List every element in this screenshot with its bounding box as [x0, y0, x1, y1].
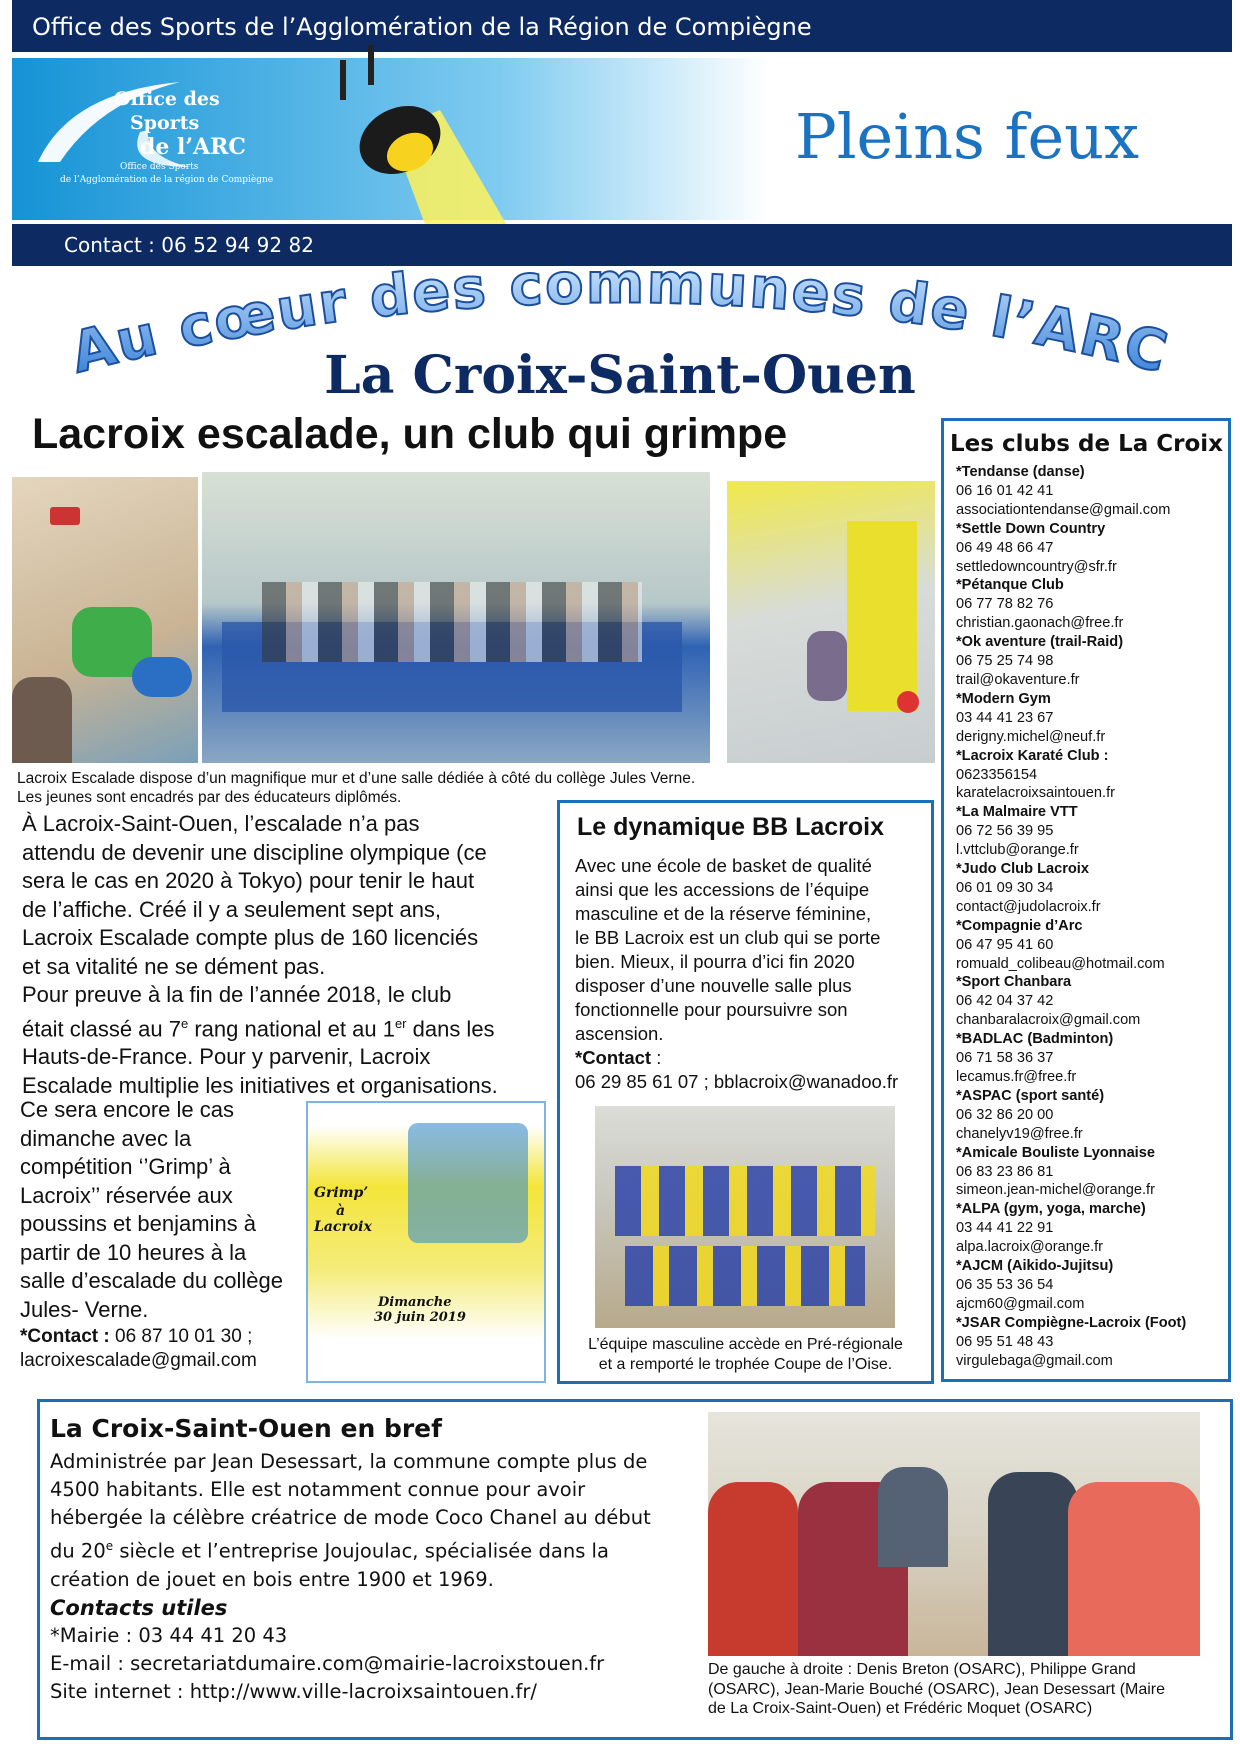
- club-phone: 06 72 56 39 95: [956, 823, 1054, 840]
- club-name: *JSAR Compiègne-Lacroix (Foot): [956, 1314, 1187, 1331]
- para2-sup: e: [180, 1015, 189, 1031]
- org-name: Office des Sports de l’Agglomération de la Région de Compiègne: [32, 13, 812, 41]
- club-name: *Tendanse (danse): [956, 464, 1085, 480]
- logo-sub2: de l’Agglomération de la région de Compiègne: [60, 175, 274, 185]
- poster-date-2: 30 juin 2019: [374, 1310, 466, 1325]
- bb-contact-line: 06 29 85 61 07 ; bblacroix@wanadoo.fr: [575, 1071, 899, 1092]
- bref-sup: e: [105, 1539, 114, 1553]
- bref-text-part: siècle et l’entreprise Joujoulac, spécialisée dans la: [113, 1539, 609, 1563]
- club-email: christian.gaonach@free.fr: [956, 615, 1124, 632]
- escalade-contact: [20, 1325, 257, 1373]
- bb-text-line: le BB Lacroix est un club qui se porte: [575, 927, 881, 948]
- club-email: derigny.michel@neuf.fr: [956, 728, 1106, 745]
- club-email: chanbaralacroix@gmail.com: [956, 1012, 1141, 1029]
- para1-line: attendu de devenir une discipline olympique (ce: [22, 839, 487, 865]
- club-email: virgulebaga@gmail.com: [956, 1352, 1113, 1369]
- para3-line: partir de 10 heures à la: [20, 1239, 247, 1265]
- escalade-caption-2: Les jeunes sont encadrés par des éducateurs diplômés.: [17, 789, 402, 806]
- para3-line: Ce sera encore le cas: [20, 1097, 234, 1122]
- bref-line: Administrée par Jean Desessart, la commune compte plus de: [50, 1450, 648, 1473]
- club-email: settledowncountry@sfr.fr: [956, 558, 1117, 575]
- para2-text: dans les: [406, 1015, 495, 1041]
- para2-line: Pour preuve à la fin de l’année 2018, le club: [22, 982, 452, 1007]
- club-phone: 06 47 95 41 60: [956, 936, 1054, 953]
- club-phone: 06 83 23 86 81: [956, 1163, 1054, 1180]
- escalade-para1: [22, 810, 498, 1100]
- bb-contact-colon: :: [651, 1047, 662, 1068]
- series-title: Pleins feux: [795, 100, 1140, 173]
- top-bar: [12, 0, 1232, 52]
- club-phone: 06 16 01 42 41: [956, 482, 1054, 499]
- commune-title: La Croix-Saint-Ouen: [324, 345, 916, 406]
- mairie-site: Site internet : http://www.ville-lacroixsaintouen.fr/: [50, 1679, 537, 1703]
- bb-text-line: ainsi que les accessions de l’équipe: [575, 879, 870, 900]
- logo-line3: de l’ARC: [140, 134, 246, 160]
- contacts-title: Contacts utiles: [50, 1595, 228, 1620]
- club-phone: 06 95 51 48 43: [956, 1333, 1054, 1350]
- club-name: *BADLAC (Badminton): [956, 1031, 1114, 1048]
- bb-caption-line: et a remporté le trophée Coupe de l’Oise.: [598, 1356, 893, 1373]
- club-name: *Amicale Bouliste Lyonnaise: [956, 1144, 1155, 1161]
- para3-line: dimanche avec la: [20, 1125, 192, 1151]
- para2-text: rang national et au 1: [188, 1015, 395, 1041]
- escalade-contact-phone: 06 87 10 01 30 ;: [109, 1326, 253, 1347]
- club-phone: 03 44 41 22 91: [956, 1220, 1054, 1237]
- escalade-contact-label: *Contact :: [20, 1326, 110, 1347]
- club-email: simeon.jean-michel@orange.fr: [956, 1182, 1155, 1199]
- club-name: *Modern Gym: [956, 690, 1051, 707]
- club-phone: 06 35 53 36 54: [956, 1276, 1054, 1293]
- para1-line: Lacroix Escalade compte plus de 160 licenciés: [22, 925, 479, 950]
- para3-line: salle d’escalade du collège: [20, 1268, 283, 1293]
- club-phone: 06 01 09 30 34: [956, 879, 1054, 896]
- club-name: *Compagnie d’Arc: [956, 917, 1083, 934]
- bb-text-line: bien. Mieux, il pourra d’ici fin 2020: [575, 951, 855, 972]
- para2-line: [22, 1010, 498, 1044]
- escalade-caption-1: Lacroix Escalade dispose d’un magnifique mur et d’une salle dédiée à côté du collège Jules Verne.: [17, 770, 696, 787]
- para2-line: Hauts-de-France. Pour y parvenir, Lacroix: [22, 1044, 431, 1070]
- bb-caption-line: L’équipe masculine accède en Pré-régionale: [588, 1336, 903, 1353]
- club-name: *Settle Down Country: [956, 520, 1106, 537]
- club-phone: 06 77 78 82 76: [956, 596, 1054, 613]
- bb-caption: [560, 1335, 931, 1375]
- club-name: *Sport Chanbara: [956, 974, 1072, 991]
- club-phone: 06 75 25 74 98: [956, 653, 1054, 670]
- club-email: ajcm60@gmail.com: [956, 1295, 1085, 1312]
- photo-climbing-wall: [727, 481, 935, 763]
- bb-text-line: masculine et de la réserve féminine,: [575, 903, 872, 924]
- club-name: *Ok aventure (trail-Raid): [956, 634, 1124, 651]
- photo-climbing-group: [202, 472, 710, 763]
- clubs-box: [941, 418, 1231, 1382]
- club-email: chanelyv19@free.fr: [956, 1125, 1083, 1142]
- clubs-list: [956, 463, 1186, 1371]
- club-email: alpa.lacroix@orange.fr: [956, 1239, 1104, 1256]
- club-name: *ALPA (gym, yoga, marche): [956, 1201, 1146, 1218]
- para1-line: de l’affiche. Créé il y a seulement sept ans,: [22, 896, 442, 922]
- club-email: contact@judolacroix.fr: [956, 898, 1101, 915]
- para1-line: et sa vitalité ne se dément pas.: [22, 953, 326, 979]
- para3-line: compétition ‘’Grimp’ à: [20, 1154, 231, 1179]
- grimp-poster: [306, 1101, 546, 1383]
- logo-sub1: Office des Sports: [120, 162, 199, 172]
- bref-box: [37, 1399, 1233, 1740]
- bref-line: création de jouet en bois entre 1900 et 1969.: [50, 1567, 494, 1591]
- club-email: romuald_colibeau@hotmail.com: [956, 955, 1165, 972]
- club-phone: 03 44 41 23 67: [956, 709, 1054, 726]
- escalade-para3: [20, 1096, 283, 1324]
- logo-line1: Office des: [114, 88, 220, 110]
- para3-line: poussins et benjamins à: [20, 1211, 257, 1236]
- bb-contact-label-line: [575, 1046, 898, 1070]
- photo-officials: [708, 1412, 1200, 1656]
- officials-caption-line: De gauche à droite : Denis Breton (OSARC), Philippe Grand: [708, 1661, 1136, 1678]
- club-email: associationtendanse@gmail.com: [956, 501, 1171, 518]
- poster-date-1: Dimanche: [378, 1295, 452, 1310]
- club-name: *Pétanque Club: [956, 577, 1064, 594]
- bref-title: La Croix-Saint-Ouen en bref: [50, 1414, 443, 1443]
- bref-line: 4500 habitants. Elle est notamment connue pour avoir: [50, 1478, 586, 1501]
- photo-climbing-child: [12, 477, 198, 763]
- clubs-title: Les clubs de La Croix: [950, 431, 1224, 457]
- para2-line: Escalade multiplie les initiatives et organisations.: [22, 1072, 498, 1098]
- feature-banner-text: Au cœur des communes de l’ARC: [64, 255, 1176, 387]
- logo-line2: Sports: [130, 112, 200, 134]
- para3-line: Jules- Verne.: [20, 1296, 149, 1322]
- bb-text-line: fonctionnelle pour poursuivre son: [575, 999, 848, 1020]
- bb-lacroix-box: [557, 800, 934, 1384]
- poster-title-3: Lacroix: [314, 1219, 372, 1235]
- bb-text: [575, 854, 898, 1094]
- bb-contact-label: *Contact: [575, 1047, 652, 1068]
- club-phone: 06 42 04 37 42: [956, 993, 1054, 1010]
- mairie-email: E-mail : secretariatdumaire.com@mairie-lacroixstouen.fr: [50, 1651, 605, 1675]
- club-name: *Judo Club Lacroix: [956, 861, 1089, 878]
- bb-text-line: ascension.: [575, 1023, 664, 1044]
- club-phone: 06 49 48 66 47: [956, 539, 1054, 556]
- bref-line: [50, 1532, 651, 1566]
- poster-title-2: à: [336, 1203, 346, 1219]
- club-name: *La Malmaire VTT: [956, 804, 1078, 821]
- mairie-contact: *Mairie : 03 44 41 20 43: [50, 1623, 288, 1647]
- club-email: karatelacroixsaintouen.fr: [956, 785, 1115, 802]
- para1-line: À Lacroix-Saint-Ouen, l’escalade n’a pas: [22, 811, 420, 836]
- officials-caption-line: de La Croix-Saint-Ouen) et Frédéric Moquet (OSARC): [708, 1700, 1093, 1717]
- club-name: *AJCM (Aikido-Jujitsu): [956, 1258, 1114, 1275]
- para1-line: sera le cas en 2020 à Tokyo) pour tenir le haut: [22, 868, 475, 893]
- bref-text-part: du 20: [50, 1539, 106, 1563]
- bb-title: Le dynamique BB Lacroix: [577, 813, 885, 841]
- club-phone: 06 32 86 20 00: [956, 1106, 1054, 1123]
- bb-text-line: Avec une école de basket de qualité: [575, 855, 872, 876]
- officials-caption-line: (OSARC), Jean-Marie Bouché (OSARC), Jean Desessart (Maire: [708, 1680, 1166, 1698]
- club-phone: 0623356154: [956, 766, 1038, 783]
- para2-sup: er: [394, 1015, 407, 1031]
- photo-bb-team: [595, 1106, 895, 1328]
- poster-title-1: Grimp’: [314, 1185, 369, 1201]
- club-name: *Lacroix Karaté Club :: [956, 747, 1109, 764]
- escalade-contact-line: [20, 1325, 257, 1349]
- bref-text: [50, 1448, 651, 1706]
- club-email: trail@okaventure.fr: [956, 671, 1080, 688]
- officials-caption: [708, 1660, 1165, 1719]
- bref-line: hébergée la célèbre créatrice de mode Coco Chanel au début: [50, 1506, 651, 1529]
- club-name: *ASPAC (sport santé): [956, 1087, 1105, 1104]
- bb-text-line: disposer d’une nouvelle salle plus: [575, 975, 852, 996]
- club-email: lecamus.fr@free.fr: [956, 1069, 1077, 1085]
- para3-line: Lacroix’’ réservée aux: [20, 1182, 233, 1208]
- para2-text: était classé au 7: [22, 1015, 181, 1041]
- escalade-contact-email: lacroixescalade@gmail.com: [20, 1350, 257, 1371]
- header-contact: Contact : 06 52 94 92 82: [64, 233, 314, 257]
- escalade-headline: Lacroix escalade, un club qui grimpe: [32, 410, 788, 458]
- club-phone: 06 71 58 36 37: [956, 1050, 1054, 1067]
- club-email: l.vttclub@orange.fr: [956, 842, 1079, 859]
